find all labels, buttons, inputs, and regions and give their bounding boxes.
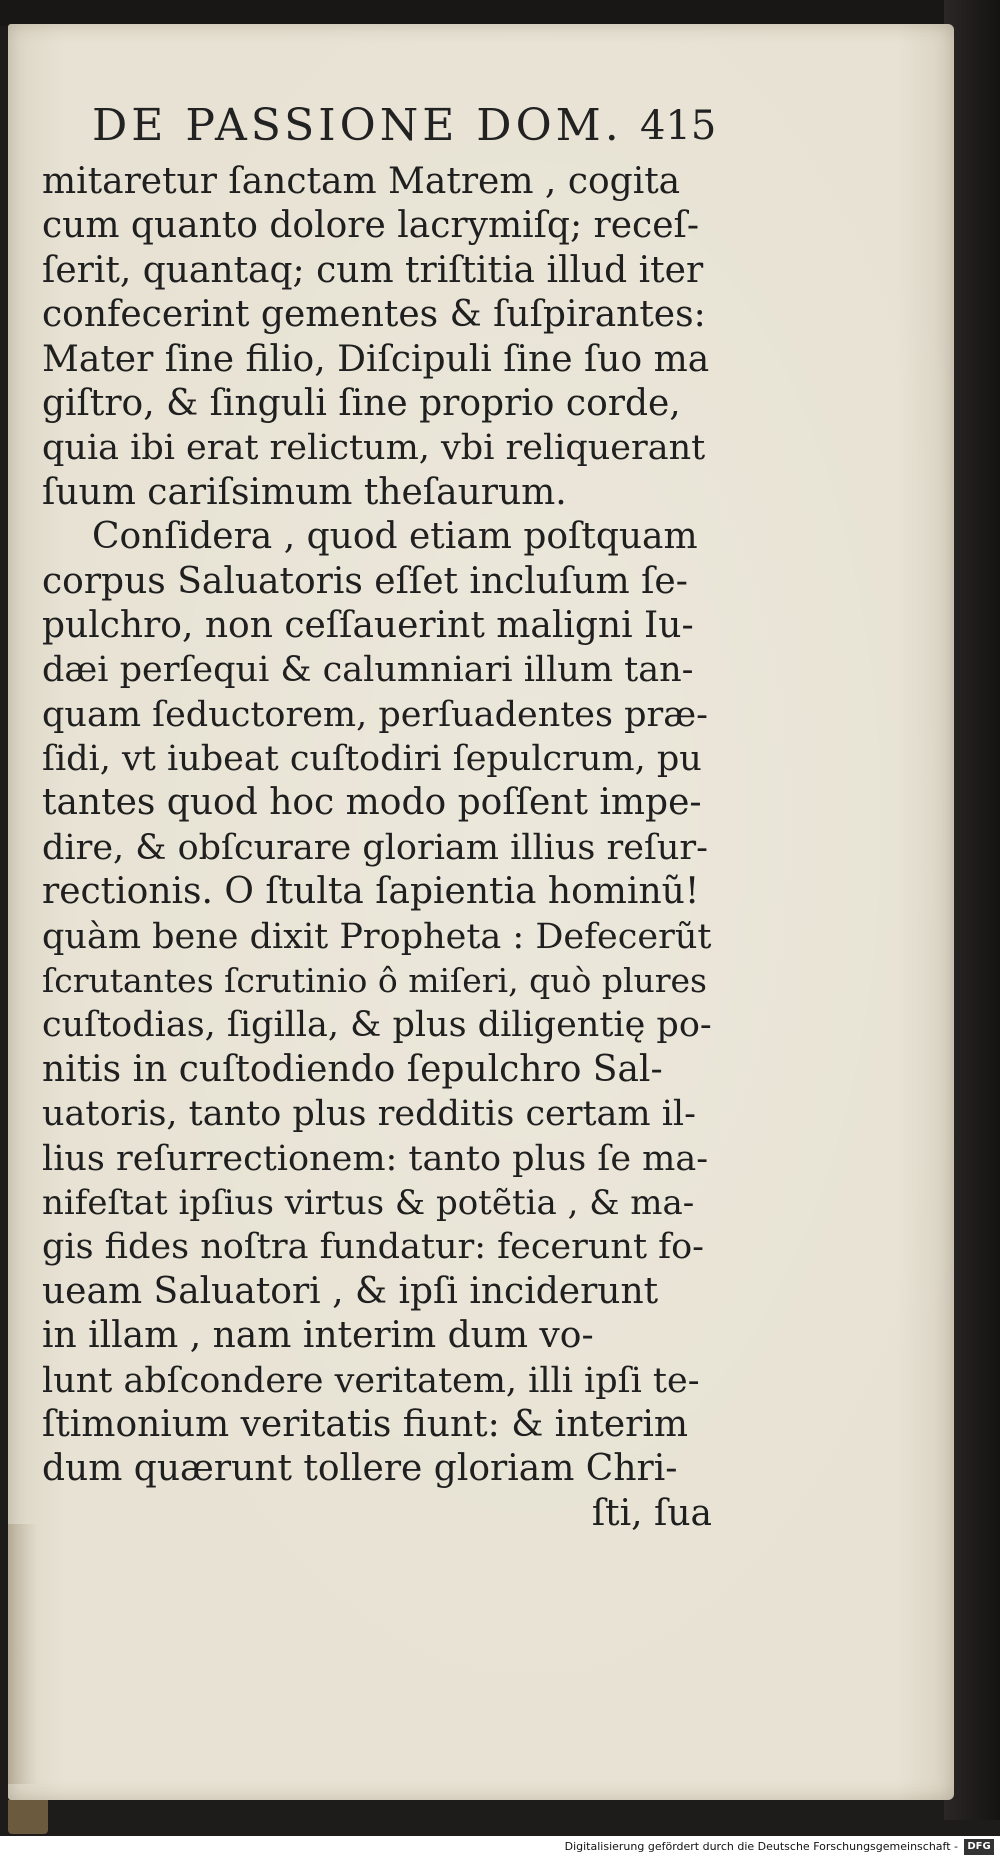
binding-tab	[8, 1800, 48, 1834]
text-line: mitaretur ſanctam Matrem , cogita	[42, 161, 681, 202]
text-line: gis fides noſtra fundatur: fecerunt fo-	[42, 1227, 704, 1268]
text-line: Mater ſine filio, Diſcipuli ſine ſuo ma	[42, 338, 710, 380]
footer-credit: Digitalisierung gefördert durch die Deutsche Forschungsgemeinschaft -	[564, 1840, 958, 1853]
dfg-logo: DFG	[964, 1839, 994, 1855]
text-line: ſidi, vt iubeat cuſtodiri ſepulcrum, pu	[42, 739, 702, 780]
page-stain	[8, 1524, 38, 1784]
text-line: rectionis. O ſtulta ſapientia hominũ!	[42, 871, 700, 913]
text-line: corpus Saluatoris eſſet incluſum ſe-	[42, 560, 688, 602]
text-line: nifeſtat ipſius virtus & potẽtia , & ma-	[42, 1182, 695, 1223]
text-line: cuſtodias, ſigilla, & plus diligentię po-	[42, 1005, 712, 1046]
text-line: Conſidera , quod etiam poſtquam	[92, 516, 698, 558]
text-line: lunt abſcondere veritatem, illi ipſi te-	[42, 1360, 700, 1401]
text-line: dæi perſequi & calumniari illum tan-	[42, 650, 694, 691]
text-line: lius reſurrectionem: tanto plus ſe ma-	[42, 1138, 709, 1179]
text-line: ueam Saluatori , & ipſi inciderunt	[42, 1270, 659, 1312]
text-line: dum quærunt tollere gloriam Chri-	[42, 1448, 678, 1490]
text-line: ſuum cariſsimum theſaurum.	[42, 471, 567, 513]
text-line: uatoris, tanto plus redditis certam il-	[42, 1094, 696, 1135]
text-line: pulchro, non ceſſauerint maligni Iu-	[42, 604, 694, 646]
digitization-footer	[0, 1836, 1000, 1861]
scan-top-edge	[0, 0, 1000, 26]
text-line: giſtro, & ſinguli ſine proprio corde,	[42, 382, 681, 424]
catchword: ſti, ſua	[591, 1492, 712, 1534]
text-line: quàm bene dixit Propheta : Defecerũt	[42, 916, 712, 957]
page-number: 415	[640, 103, 717, 149]
text-line: confecerint gementes & ſuſpirantes:	[42, 294, 706, 336]
running-head: DE PASSIONE DOM.	[92, 100, 623, 151]
text-line: dire, & obſcurare gloriam illius reſur-	[42, 827, 708, 868]
text-line: ſerit, quantaq; cum triſtitia illud iter	[42, 249, 704, 291]
text-line: nitis in cuſtodiendo ſepulchro Sal-	[42, 1048, 663, 1090]
text-line: quam ſeductorem, perſuadentes præ-	[42, 694, 708, 735]
text-line: in illam , nam interim dum vo-	[42, 1315, 594, 1357]
body-text	[42, 160, 712, 1536]
text-line: quia ibi erat relictum, vbi reliquerant	[42, 428, 706, 469]
text-line: ſcrutantes ſcrutinio ô miſeri, quò plures	[42, 961, 707, 1001]
text-line: cum quanto dolore lacrymiſq; receſ-	[42, 205, 699, 247]
text-line: ſtimonium veritatis fiunt: & interim	[42, 1403, 689, 1445]
text-line: tantes quod hoc modo poſſent impe-	[42, 782, 702, 824]
